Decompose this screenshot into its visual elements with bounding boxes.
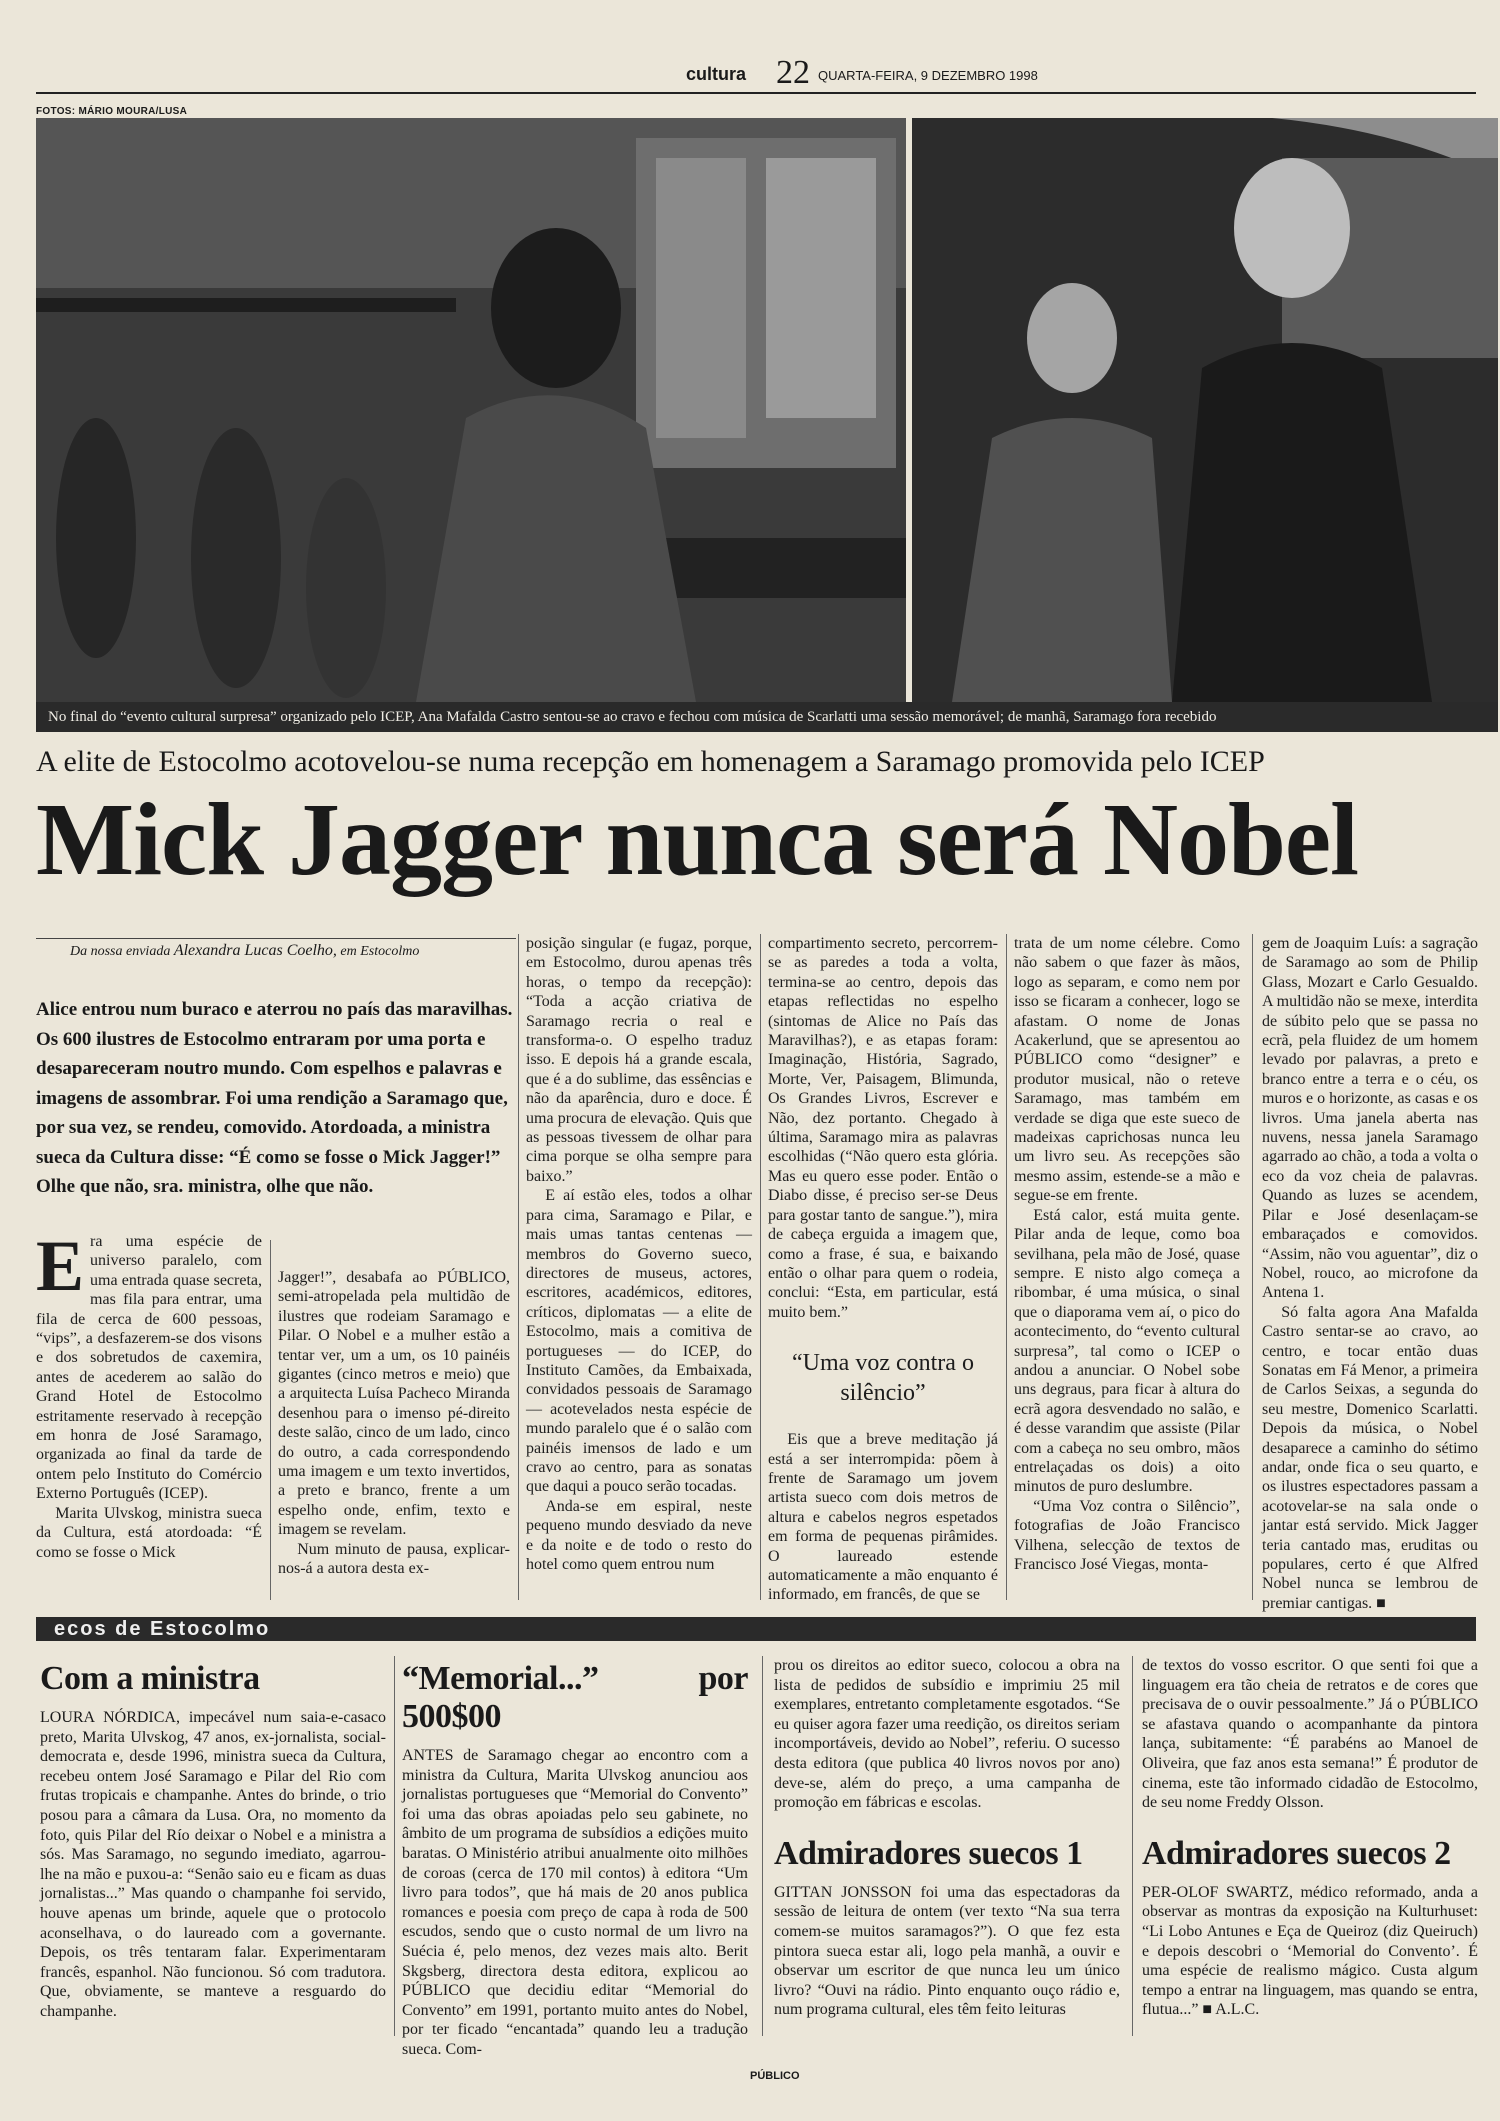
ecos-text-memorial: ANTES de Saramago chegar ao encontro com a ministra da Cultura, Marita Ulvskog anunciou aos jornalistas portugueses que “Memorial do Convento” foi uma das obras apoiadas pelo seu gabinete, no âmbito de um programa de subsídios a edições muito baratas. O Ministério atribui anualmente oito milhões de coroas (cerca de 170 mil contos) à editora “Um livro para todos”, que há mais de 20 anos publica romances e poesia com preço de capa à roda de 500 escudos, sendo que o custo normal de um livro na Suécia é, pelo menos, dez vezes mais alto. Berit Skgsberg, directora desta editora, explicou ao PÚBLICO que decidiu editar “Memorial do Convento” em 1991, portanto muito antes do Nobel, por ter ficado “encantada” quando leu a tradução sueca. Com- — [402, 1747, 748, 2058]
pull-quote: “Uma voz contra o silêncio” — [792, 1350, 974, 1407]
article-column-2 — [278, 1268, 510, 1579]
ecos-section-label: ecos de Estocolmo — [54, 1618, 271, 1640]
kicker: A elite de Estocolmo acotovelou-se numa recepção em homenagem a Saramago promovida pelo ICEP — [36, 745, 1265, 778]
column-rule — [270, 1240, 271, 1600]
c5-paragraph-3: “Uma Voz contra o Silêncio”, fotografias de João Francisco Vilhena, selecção de textos de Francisco José Viegas, monta- — [1014, 1497, 1240, 1573]
c4-paragraph-1: compartimento secreto, percorrem-se as paredes a toda a volta, termina-se ao centro, depois das etapas reflectidas no espelho (sintomas de Alice no País das Maravilhas?), e as etapas foram: Imaginação, História, Sagrado, Morte, Ver, Paisagem, Blimunda, Os Grandes Livros, Escrever e Não, dez portanto. Chegado à última, Saramago mira as palavras escolhidas (“Não quero esta glória. Mas eu quero esse poder. Então o Diabo disse, é preciso ser-se Deus para gostar tanto de sangue.”), mira de cabeça erguida a imagem que, como a frase, é sua, e baixando então o olhar para quem o rodeia, conclui: “Esta, em particular, está muito bem.” — [768, 935, 998, 1321]
ecos-title-memorial: “Memorial...” por 500$00 — [402, 1660, 748, 1735]
c5-paragraph-2: Está calor, está muita gente. Pilar anda de leque, como boa sevilhana, pela mão de José, quase sempre. E nisto algo começa a ribombar, é uma música, o sinal que o diaporama vem aí, o pico do acontecimento, do “evento cultural surpresa”, tal como o ICEP o andou a anunciar. O Nobel sobe uns degraus, para ficar à altura do ecrã agora desvendado no salão, e é desse varandim que assiste (Pilar com a cabeça no seu ombro, mãos entrelaçadas os dois) a oito minutos de puro deslumbre. — [1014, 1206, 1240, 1496]
ecos-column-3 — [774, 1656, 1120, 2020]
c2-paragraph-2: Num minuto de pausa, explicar-nos-á a autora desta ex- — [278, 1540, 510, 1578]
lead-paragraph: Alice entrou num buraco e aterrou no país das maravilhas. Os 600 ilustres de Estocolmo entraram por uma porta e desapareceram noutro mundo. Com espelhos e palavras e imagens de assombrar. Foi uma rendição a Saramago que, por sua vez, se rendeu, comovido. Atordoada, a ministra sueca da Cultura disse: “É como se fosse o Mick Jagger!” Olhe que não, sra. ministra, olhe que não. — [36, 999, 513, 1197]
c1-paragraph-2: Marita Ulvskog, ministra sueca da Cultura, está atordoada: “É como se fosse o Mick — [36, 1504, 262, 1561]
ecos-title-admiradores-1: Admiradores suecos 1 — [774, 1834, 1083, 1872]
photo-harpsichord — [36, 118, 906, 702]
saramago-photo-illustration — [912, 118, 1498, 702]
ecos-column-2 — [402, 1660, 748, 2060]
headline: Mick Jagger nunca será Nobel — [36, 782, 1358, 897]
column-rule — [762, 1656, 763, 2036]
ecos-text-admiradores-2: PER-OLOF SWARTZ, médico reformado, anda a observar as montras da exposição na Kulturhuset: “Li Lobo Antunes e Eça de Queiroz (diz Queiruch) e depois descobri o ‘Memorial do Convento’. É uma espécie de realismo mágico. Custa algum tempo a entrar na linguagem, mas quando se entra, flutua...” ■ A.L.C. — [1142, 1883, 1478, 2019]
ecos-text-ministra: LOURA NÓRDICA, impecável num saia-e-casaco preto, Marita Ulvskog, 47 anos, ex-jornalista, social-democrata e, desde 1996, ministra sueca da Cultura, recebeu ontem José Saramago e Pilar del Rio com frutas tropicais e champanhe. Antes do brinde, o trio posou para a câmara da Lusa. Ora, no momento da foto, quis Pilar del Río deixar o Nobel e a ministra a sós. Mas Saramago, no segundo imediato, agarrou-lhe na mão e puxou-a: “Senão saio eu e ficam as duas jornalistas...” Mas quando o champanhe foi servido, houve apenas um brinde, aquele que o protocolo aconselhava, o do laureado com a governante. Depois, os três tentaram falar. Experimentaram francês, espanhol. Não funcionou. Só com tradutora. Que, obviamente, se manteve a resguardo do champanhe. — [40, 1709, 386, 2020]
byline-rule — [36, 938, 516, 939]
page-header — [36, 54, 1476, 94]
column-rule — [394, 1656, 395, 2036]
ecos-column-1 — [40, 1660, 386, 2022]
photo-credit: FOTOS: MÁRIO MOURA/LUSA — [36, 106, 188, 117]
ecos-section-bar — [36, 1617, 1476, 1641]
article-column-5 — [1014, 934, 1240, 1574]
ecos-text-admiradores-1: GITTAN JONSSON foi uma das espectadoras da sessão de leitura de ontem (ver texto “Na sua terra comem-se muitos saramagos?”). O que fez esta pintora sueca estar ali, logo pela manhã, a ouvir e observar um escritor de que nunca leu um único livro? “Ouvi na rádio. Pinto enquanto ouço rádio e, num programa cultural, eles têm feito leituras — [774, 1883, 1120, 2019]
c2-paragraph-1: Jagger!”, desabafa ao PÚBLICO, semi-atropelada pela multidão de ilustres que rodeiam Saramago e Pilar. O Nobel e a mulher estão a tentar ver, um a um, os 10 painéis gigantes (cinco metros e meio) que a arquitecta Luísa Pacheco Miranda desenhou para o imenso pé-direito deste salão, cinco de um lado, cinco do outro, a cada correspondendo uma imagem e um texto invertidos, a preto e branco, frente a um espelho onde, enfim, texto e imagem se revelam. — [278, 1269, 510, 1539]
c4-paragraph-2: Eis que a breve meditação já está a ser interrompida: põem à frente de Saramago um jovem artista sueco com dois metros de altura e cabelos negros espetados em forma de pequenas pirâmides. O laureado estende automaticamente a mão enquanto é informado, em francês, de que se — [768, 1431, 998, 1604]
column-rule — [518, 934, 519, 1600]
ecos-title-admiradores-2: Admiradores suecos 2 — [1142, 1834, 1451, 1872]
ecos-column-4 — [1142, 1656, 1478, 2020]
photo-saramago — [912, 118, 1498, 702]
ecos-title-ministra: Com a ministra — [40, 1660, 260, 1697]
article-column-3 — [526, 934, 752, 1574]
article-column-4 — [768, 934, 998, 1605]
page-footer: PÚBLICO — [750, 2070, 800, 2082]
byline-place: em Estocolmo — [340, 944, 420, 959]
c3-paragraph-3: Anda-se em espiral, neste pequeno mundo desviado da neve e da noite e de todo o resto do hotel como quem entrou num — [526, 1497, 752, 1573]
article-column-1 — [36, 1226, 262, 1562]
c5-paragraph-1: trata de um nome célebre. Como não sabem o que fazer às mãos, logo as separam, e como nem por isso se ficaram a conhecer, logo se afastam. O nome de Jonas Acakerlund, que se apresentou ao PÚBLICO como “designer” e produtor musical, não o reteve Saramago, mas também em verdade se diga que este sueco de madeixas caprichosas nunca leu um livro seu. As recepções são mesmo assim, estende-se a mão e segue-se em frente. — [1014, 935, 1240, 1205]
page-number: 22 — [776, 54, 810, 91]
drop-cap: E — [36, 1226, 85, 1306]
byline — [70, 942, 419, 960]
c3-paragraph-1: posição singular (e fugaz, porque, em Estocolmo, durou apenas três horas, o tempo da recepção): “Toda a acção criativa de Saramago recria o real e transforma-o. O espelho traduz isso. E depois há a grande escala, que é a do sublime, das essências e não da aparência, duro e doce. É uma procura de elevação. Quis que as pessoas tivessem de olhar para cima porque se olha sempre para baixo.” — [526, 935, 752, 1185]
byline-prefix: Da nossa enviada — [70, 944, 171, 959]
article-column-6 — [1262, 934, 1478, 1613]
harpsichord-photo-illustration — [36, 118, 906, 702]
ecos-text-memorial-cont: prou os direitos ao editor sueco, colocou a obra na lista de pedidos de subsídio e imprimiu 25 mil exemplares, entretanto completamente esgotados. “Se eu quiser agora fazer uma reedição, os direitos seriam incomportáveis, devido ao Nobel”, referiu. O sucesso desta editora (que publica 40 livros novos por ano) deve-se, além do preço, a uma campanha de promoção em fábricas e escolas. — [774, 1657, 1120, 1812]
column-rule — [760, 934, 761, 1600]
column-rule — [1252, 934, 1253, 1600]
ecos-text-admiradores-1-cont: de textos do vosso escritor. O que senti foi que a linguagem era tão cheia de retratos e de cores que precisava de o ouvir pessoalmente.” Já o PÚBLICO se afastava quando o acompanhante da pintora lança, subitamente: “É parabéns ao Manoel de Oliveira, que faz anos esta semana!” É produtor de cinema, este tão informado cidadão de Estocolmo, de seu nome Freddy Olsson. — [1142, 1657, 1478, 1812]
c6-paragraph-2: Só falta agora Ana Mafalda Castro sentar-se ao cravo, ao centro, e tocar então duas Sonatas em Fá Menor, a primeira de Carlos Seixas, a segunda do seu mestre, Domenico Scarlatti. Depois da música, o Nobel desaparece a caminho do sétimo andar, onde fica o seu quarto, e os ilustres espectadores passam a acotovelar-se na sala onde o jantar está servido. Mick Jagger teria cantado mas, eruditas ou populares, certo é que Alfred Nobel nunca se lembrou de premiar cantigas. ■ — [1262, 1303, 1478, 1612]
c1-paragraph-1: ra uma espécie de universo paralelo, com uma entrada quase secreta, mas fila para entrar, uma fila de cerca de 600 pessoas, “vips”, a desfazerem-se dos visons e dos sobretudos de caxemira, antes de acederem ao salão do Grand Hotel de Estocolmo estritamente reservado à recepção em honra de José Saramago, organizada ao final da tarde de ontem pelo Instituto do Comércio Externo Português (ICEP). — [36, 1233, 262, 1503]
issue-date: QUARTA-FEIRA, 9 DEZEMBRO 1998 — [818, 68, 1038, 83]
c3-paragraph-2: E aí estão eles, todos a olhar para cima, Saramago e Pilar, e mais umas tantas centenas — membros do Governo sueco, directores de museus, actores, escritores, académicos, editores, críticos, diplomatas — a elite de Estocolmo, mais a comitiva de portugueses — do ICEP, do Instituto Camões, da Embaixada, convidados pessoais de Saramago — acotevelados nesta espécie de mundo paralelo que é o salão com painéis imensos de lado e um cravo ao centro, para as sonatas que daqui a pouco serão tocadas. — [526, 1187, 752, 1496]
column-rule — [1132, 1656, 1133, 2036]
photo-caption: No final do “evento cultural surpresa” organizado pelo ICEP, Ana Mafalda Castro sentou-se ao cravo e fechou com música de Scarlatti uma sessão memorável; de manhã, Saramago fora recebido — [36, 702, 1498, 732]
byline-author: Alexandra Lucas Coelho, — [173, 942, 337, 959]
section-name: cultura — [686, 64, 747, 84]
c6-paragraph-1: gem de Joaquim Luís: a sagração de Saramago ao som de Philip Glass, Mozart e Carlo Gesualdo. A multidão não se mexe, interdita de súbito pelo que se passa no ecrã, pela fluidez de um homem levado por palavras, a preto e branco entre a terra e o céu, os muros e o horizonte, as casas e os livros. Uma janela aberta nas nuvens, nessa janela Saramago agarrado ao chão, a toda a volta o eco da voz cheia de palavras. Quando as luzes se acendem, Pilar e José desenlaçam-se embaraçados e comovidos. “Assim, não vou aguentar”, diz o Nobel, rouco, ao microfone da Antena 1. — [1262, 935, 1478, 1302]
column-rule — [1006, 934, 1007, 1600]
